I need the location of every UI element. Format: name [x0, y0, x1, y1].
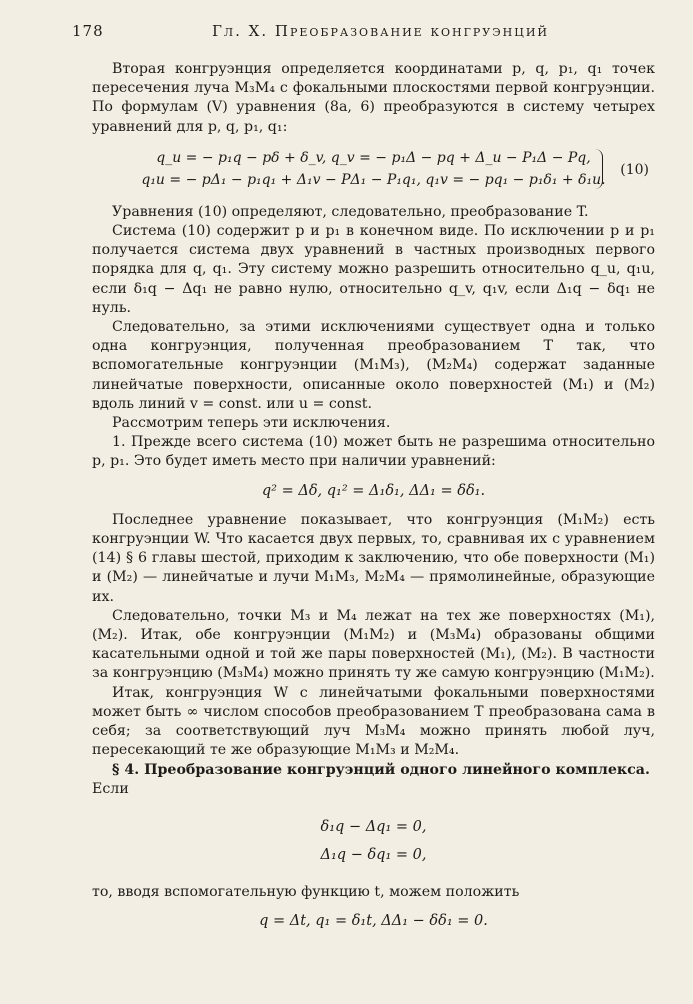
right-brace: [594, 149, 603, 189]
paragraph: Последнее уравнение показывает, что конгруэнция (M₁M₂) есть конгруэнции W. Что касается двух первых, то, сравнивая их с уравнением (14) § 6 главы шестой, приходим к заключению, что обе поверхности (M₁) и (M₂) — линейчатые и лучи M₁M₃, M₂M₄ — прямолинейные, образующие их.: [92, 511, 655, 605]
paragraph: Вторая конгруэнция определяется координатами p, q, p₁, q₁ точек пересечения луча M₃M₄ с фокальными плоскостями первой конгруэнции. По формулам (V) уравнения (8а, 6) преобразуются в систему четырех уравнений для p, q, p₁, q₁:: [92, 61, 655, 135]
equation-number: (10): [620, 161, 649, 178]
equation-line: q₁u = − pΔ₁ − p₁q₁ + Δ₁v − PΔ₁ − P₁q₁, q₁v = − pq₁ − p₁δ₁ + δ₁u.: [141, 171, 606, 188]
equation: Δ₁q − δq₁ = 0,: [320, 846, 427, 863]
equation-line: q_u = − p₁q − pδ + δ_v, q_v = − p₁Δ − pq + Δ_u − P₁Δ − Pq,: [156, 149, 591, 166]
paragraph: Следовательно, за этими исключениями существует одна и только одна конгруэнция, полученная преобразованием T так, что вспомогательные конгруэнции (M₁M₃), (M₂M₄) содержат заданные линейчатые поверхности, описанные около поверхностей (M₁) и (M₂) вдоль линий v = const. или u = const.: [92, 319, 655, 412]
paragraph: Следовательно, точки M₃ и M₄ лежат на тех же поверхностях (M₁), (M₂). Итак, обе конгруэнции (M₁M₂) и (M₃M₄) образованы общими касательными одной и той же пары поверхностей (M₁), (M₂). В частности за конгруэнцию (M₃M₄) можно принять ту же самую конгруэнцию (M₁M₂).: [92, 607, 655, 682]
section-heading: § 4. Преобразование конгруэнций одного линейного комплекса.: [112, 761, 650, 778]
equation: δ₁q − Δq₁ = 0,: [320, 818, 427, 835]
page-number: 178: [72, 22, 104, 40]
equation-pair: [92, 813, 655, 869]
paragraph: Итак, конгруэнция W с линейчатыми фокальными поверхностями может быть ∞ числом способов преобразованием T преобразована сама в себя; за соответствующий луч M₃M₄ можно принять любой луч, пересекающий те же образующие M₁M₃ и M₂M₄.: [92, 684, 655, 759]
paragraph: Система (10) содержит p и p₁ в конечном виде. По исключении p и p₁ получается система двух уравнений в частных производных первого порядка для q, q₁. Эту систему можно разрешить относительно q_u, q₁u, если δ₁q − Δq₁ не равно нулю, относительно q_v, q₁v, если Δ₁q − δq₁ не нуль.: [92, 223, 655, 316]
paragraph: Если: [92, 780, 129, 797]
paragraph: Рассмотрим теперь эти исключения.: [112, 415, 391, 432]
main-text: [92, 60, 655, 941]
equation: q² = Δδ, q₁² = Δ₁δ₁, ΔΔ₁ = δδ₁.: [261, 482, 486, 499]
paragraph: Уравнения (10) определяют, следовательно, преобразование T.: [112, 203, 589, 220]
paragraph: то, вводя вспомогательную функцию t, можем положить: [92, 883, 520, 900]
paragraph: 1. Прежде всего система (10) может быть не разрешима относительно p, p₁. Это будет иметь место при наличии уравнений:: [92, 434, 655, 470]
equation-system-10: [92, 147, 655, 191]
chapter-title: Гл. X. Преобразование конгруэнций: [212, 22, 550, 40]
equation: q = Δt, q₁ = δ₁t, ΔΔ₁ − δδ₁ = 0.: [259, 913, 488, 930]
